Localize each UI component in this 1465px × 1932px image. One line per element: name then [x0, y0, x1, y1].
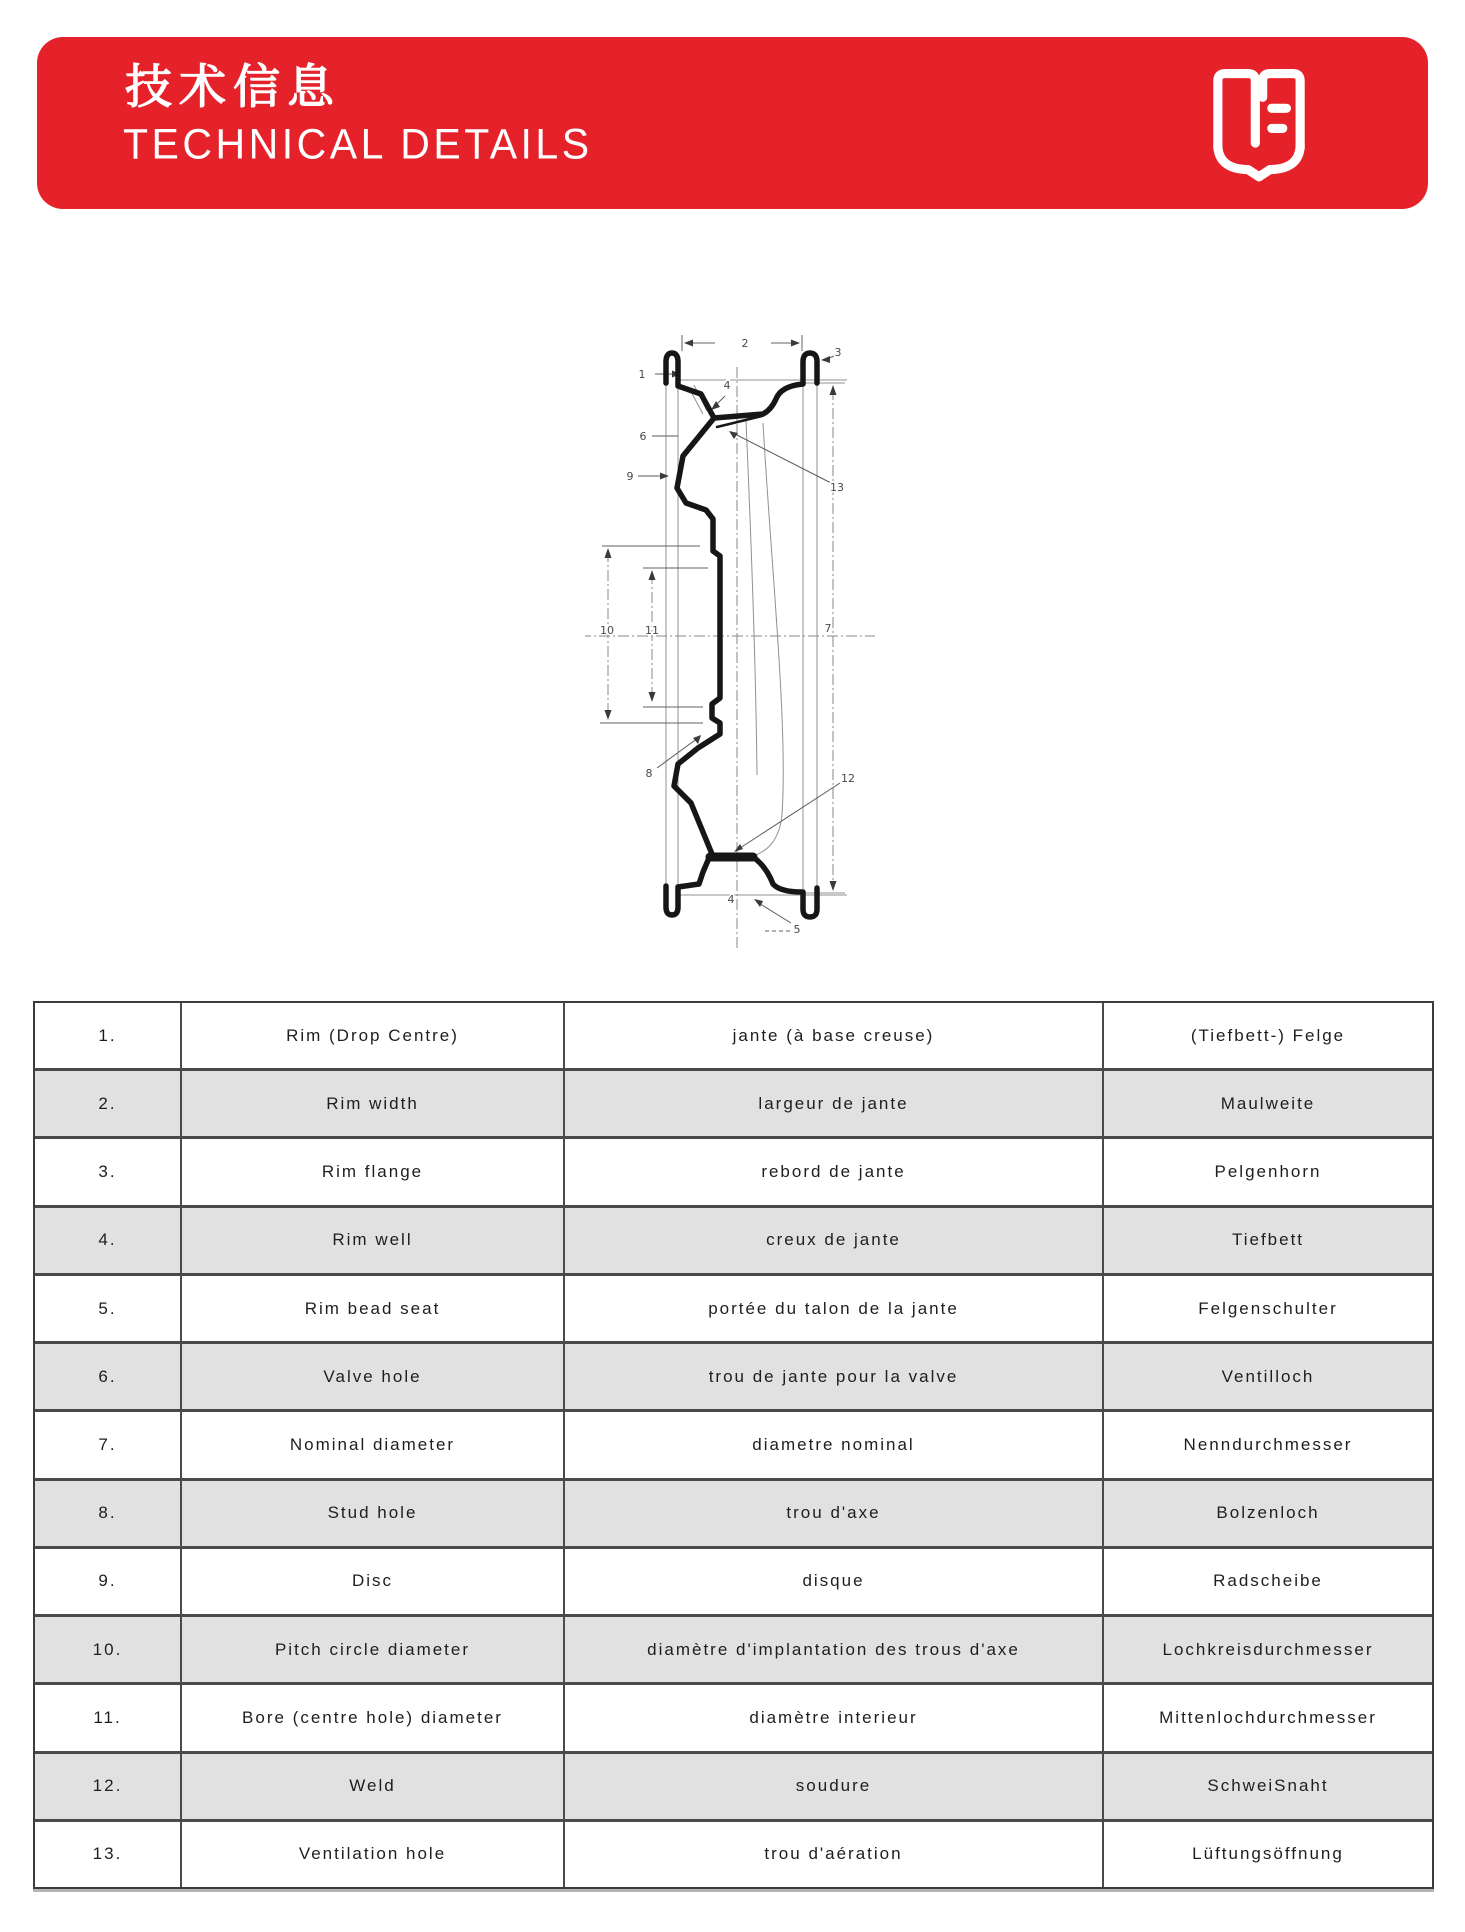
callout-9: 9	[626, 470, 634, 483]
cell-french: diametre nominal	[563, 1412, 1102, 1477]
cell-french: trou d'axe	[563, 1481, 1102, 1546]
cell-english: Valve hole	[180, 1344, 563, 1409]
table-row	[35, 1819, 1432, 1887]
cell-number: 11.	[93, 1707, 122, 1727]
table-row	[35, 1751, 1432, 1819]
cell-german: Nenndurchmesser	[1102, 1412, 1432, 1477]
callout-4: 4	[723, 379, 731, 392]
cell-number: 8.	[98, 1503, 117, 1523]
cell-number: 9.	[98, 1571, 117, 1591]
cell-french: disque	[563, 1549, 1102, 1614]
cell-english: Ventilation hole	[180, 1822, 563, 1887]
cell-french: jante (à base creuse)	[563, 1003, 1102, 1068]
table-row	[35, 1205, 1432, 1273]
page-title-chinese: 技术信息	[125, 60, 341, 113]
callout-2: 2	[741, 337, 749, 350]
cell-french: creux de jante	[563, 1208, 1102, 1273]
callout-6: 6	[639, 430, 647, 443]
header-banner	[37, 37, 1428, 209]
terminology-table	[33, 1001, 1434, 1889]
callout-1: 1	[638, 368, 646, 381]
cell-french: soudure	[563, 1754, 1102, 1819]
callout-12: 12	[841, 772, 855, 785]
cell-french: diamètre d'implantation des trous d'axe	[563, 1617, 1102, 1682]
cell-number: 13.	[92, 1844, 123, 1864]
table-row	[35, 1003, 1432, 1068]
cell-french: trou de jante pour la valve	[563, 1344, 1102, 1409]
cell-english: Weld	[180, 1754, 563, 1819]
callout-3: 3	[834, 346, 842, 359]
cell-english: Rim (Drop Centre)	[180, 1003, 563, 1068]
cell-german: Maulweite	[1102, 1071, 1432, 1136]
cell-number: 2.	[98, 1093, 117, 1113]
table-row	[35, 1068, 1432, 1136]
cell-number: 5.	[98, 1298, 117, 1318]
callout-4b: 4	[727, 893, 735, 906]
cell-english: Rim well	[180, 1208, 563, 1273]
cell-german: Bolzenloch	[1102, 1481, 1432, 1546]
callout-13: 13	[830, 481, 844, 494]
table-row	[35, 1682, 1432, 1750]
callout-8: 8	[645, 767, 653, 780]
cell-english: Rim width	[180, 1071, 563, 1136]
cell-german: (Tiefbett-) Felge	[1102, 1003, 1432, 1068]
table-row	[35, 1409, 1432, 1477]
cell-german: Tiefbett	[1102, 1208, 1432, 1273]
table-row	[35, 1136, 1432, 1204]
cell-french: diamètre interieur	[563, 1685, 1102, 1750]
callout-11: 11	[645, 624, 659, 637]
cell-german: Mittenlochdurchmesser	[1102, 1685, 1432, 1750]
table-row	[35, 1341, 1432, 1409]
cell-english: Pitch circle diameter	[180, 1617, 563, 1682]
cell-number: 1.	[98, 1025, 117, 1045]
cell-german: Radscheibe	[1102, 1549, 1432, 1614]
cell-number: 12.	[92, 1776, 123, 1796]
cell-french: trou d'aération	[563, 1822, 1102, 1887]
cell-number: 3.	[98, 1162, 117, 1182]
callout-10: 10	[600, 624, 614, 637]
cell-german: Pelgenhorn	[1102, 1139, 1432, 1204]
cell-english: Bore (centre hole) diameter	[180, 1685, 563, 1750]
cell-english: Rim flange	[180, 1139, 563, 1204]
cell-german: Ventilloch	[1102, 1344, 1432, 1409]
cell-number: 6.	[98, 1366, 117, 1386]
callout-5: 5	[793, 923, 801, 936]
cell-german: Lüftungsöffnung	[1102, 1822, 1432, 1887]
cell-french: portée du talon de la jante	[563, 1276, 1102, 1341]
cell-french: largeur de jante	[563, 1071, 1102, 1136]
cell-number: 4.	[98, 1230, 117, 1250]
table-row	[35, 1546, 1432, 1614]
cell-english: Rim bead seat	[180, 1276, 563, 1341]
cell-number: 7.	[98, 1435, 117, 1455]
cell-german: Lochkreisdurchmesser	[1102, 1617, 1432, 1682]
cell-number: 10.	[92, 1639, 123, 1659]
cell-english: Nominal diameter	[180, 1412, 563, 1477]
callout-7: 7	[824, 622, 832, 635]
rim-cross-section-drawing	[585, 255, 875, 960]
cell-german: Felgenschulter	[1102, 1276, 1432, 1341]
rim-cross-section-diagram	[585, 255, 875, 960]
table-row	[35, 1478, 1432, 1546]
page-title-english: TECHNICAL DETAILS	[123, 119, 593, 168]
table-row	[35, 1273, 1432, 1341]
cell-french: rebord de jante	[563, 1139, 1102, 1204]
cell-english: Disc	[180, 1549, 563, 1614]
open-book-icon	[1195, 51, 1323, 193]
cell-english: Stud hole	[180, 1481, 563, 1546]
table-row	[35, 1614, 1432, 1682]
cell-german: SchweiSnaht	[1102, 1754, 1432, 1819]
